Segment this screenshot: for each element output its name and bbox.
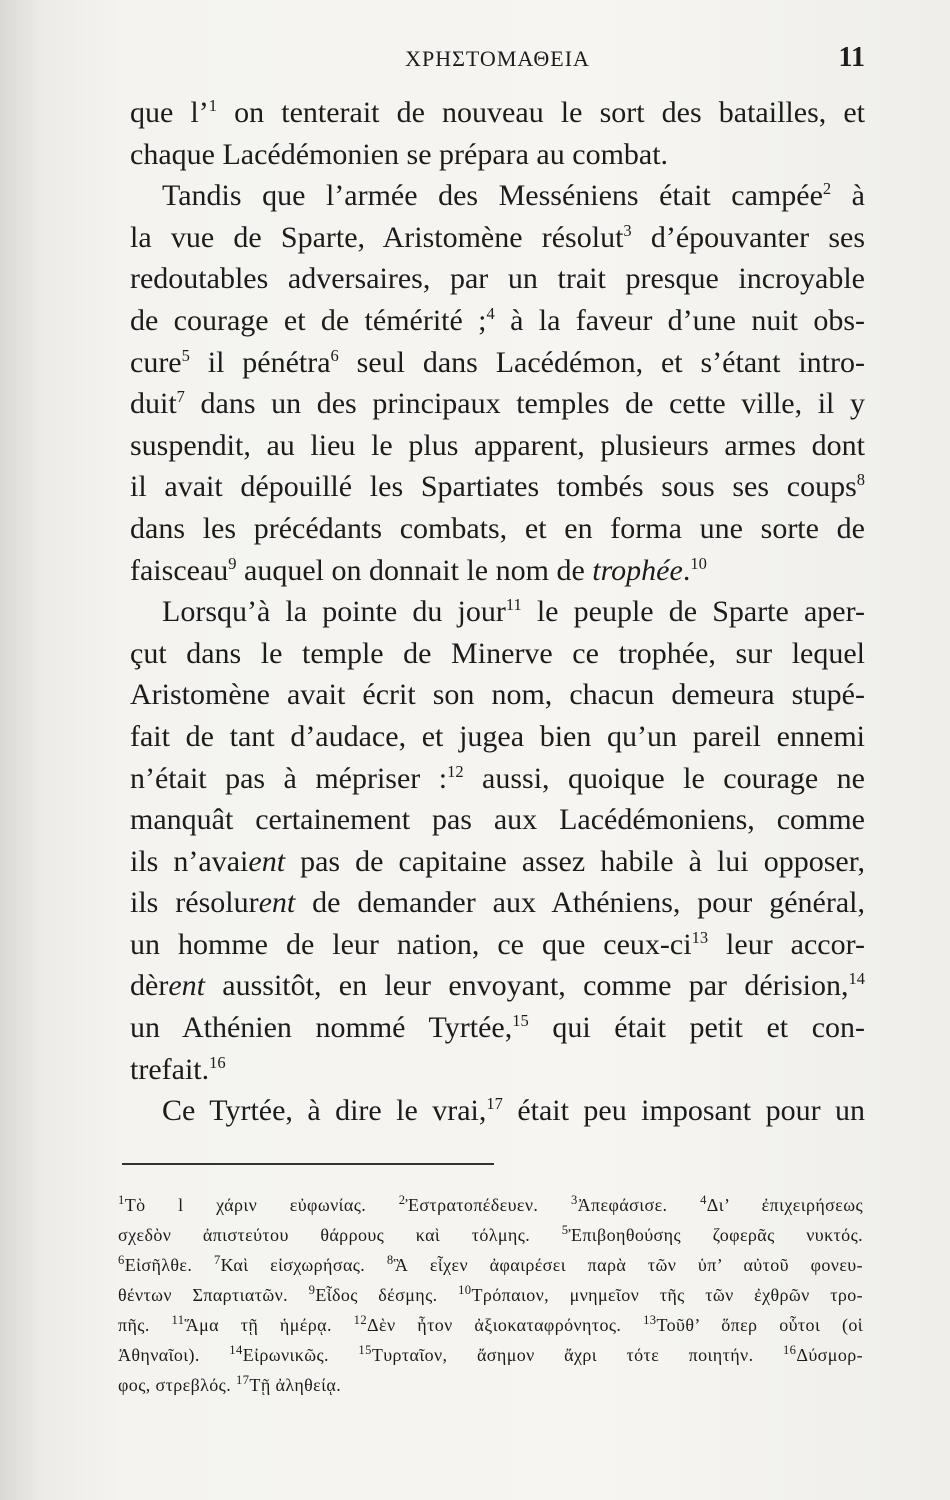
footnote-line: $^1$Τὸ l χάριν εὐφωνίας. $^2$Ἐστρατοπέδευεν. $^3$Ἀπεφάσισε. $^4$Δι’ ἐπιχειρήσεως [118,1193,863,1215]
text-line: dèrent aussitôt, en leur envoyant, comme par dérision,$^{14}$ [130,969,865,1003]
body-text [130,92,865,1132]
text-line: Aristomène avait écrit son nom, chacun demeura stupé- [130,678,865,712]
text-line: Tandis que l’armée des Messéniens était campée$^2$ à [162,179,865,213]
text-line: Lorsqu’à la pointe du jour$^{11}$ le peuple de Sparte aper- [162,595,865,629]
page-number: 11 [838,42,865,73]
footnote-line: $^6$Εἰσῆλθε. $^7$Καὶ εἰσχωρήσας. $^8$Ἃ εἶχεν ἀφαιρέσει παρὰ τῶν ὑπ’ αὐτοῦ φονευ- [118,1253,863,1275]
text-line: dans les précédants combats, et en forma une sorte de [130,511,865,545]
footnotes [118,1190,863,1400]
text-line: un homme de leur nation, ce que ceux-$ci^{13}$ leur accor- [130,927,866,961]
text-line: manquât certainement pas aux Lacédémoniens, comme [130,803,865,837]
footnote-line: φος, στρεβλός. $^{17}$Τῇ ἀληθείᾳ. [118,1373,342,1395]
page-header [130,40,865,80]
text-line: n’était pas à mépriser :$^{12}$ aussi, quoique le courage ne [130,761,865,795]
text-line: trefait.$^{16}$ [130,1052,226,1086]
text-line: ils résolurent de demander aux Athéniens, pour général, [130,886,865,920]
text-line: un Athénien nommé Tyrtée,$^{15}$ qui était petit et con- [130,1011,865,1045]
running-title: ΧΡΗΣΤΟΜΑΘΕΙΑ [405,46,590,71]
text-line: de courage et de témérité ;$^4$ à la faveur d’une nuit obs- [130,303,865,337]
footnote-line: πῆς. $^{11}$Ἅμα τῇ ἡμέρᾳ. $^{12}$Δὲν ἦτον ἀξιοκαταφρόνητος. $^{13}$Τοῦθ’ ὅπερ οὗτοι (οἱ [118,1313,863,1335]
text-line: faisceau$^9$ auquel on donnait le nom de trophée.$^{10}$ [130,553,707,587]
text-line: chaque Lacédémonien se prépara au combat. [130,137,669,171]
footnote-line: σχεδὸν ἀπιστεύτου θάρρους καὶ τόλμης. $^5$Ἐπιβοηθούσης ζοφερᾶς νυκτός. [118,1223,863,1245]
text-line: Ce Tyrtée, à dire le vrai,$^{17}$ était peu imposant pour un [162,1094,865,1128]
text-line: suspendit, au lieu le plus apparent, plusieurs armes dont [130,428,865,462]
text-line: la vue de Sparte, Aristomène résolut$^3$ d’épouvanter ses [130,220,865,254]
text-line: ils n’avaient pas de capitaine assez habile à lui opposer, [130,844,865,878]
text-line: cure$^5$ il pénétra$^6$ seul dans Lacédémon, et s’étant intro- [130,345,865,379]
footnote-line: θέντων Σπαρτιατῶν. $^9$Εἶδος δέσμης. $^{10}$Τρόπαιον, μνημεῖον τῆς τῶν ἐχθρῶν τρο- [118,1283,864,1305]
text-line: que l’$^1$ on tenterait de nouveau le sort des batailles, et [130,96,866,129]
text-line: duit$^7$ dans un des principaux temples de cette ville, il y [130,387,865,421]
text-line: çut dans le temple de Minerve ce trophée, sur lequel [130,636,865,670]
footnote-separator [122,1163,494,1165]
footnote-line: Ἀθηναῖοι). $^{14}$Εἰρωνικῶς. $^{15}$Τυρταῖον, ἄσημον ἄχρι τότε ποιητήν. $^{16}$Δύσμορ- [118,1343,864,1365]
text-line: il avait dépouillé les Spartiates tombés sous ses coups$^8$ [130,470,865,504]
text-line: fait de tant d’audace, et jugea bien qu’un pareil ennemi [130,719,865,753]
text-line: redoutables adversaires, par un trait presque incroyable [130,262,865,296]
